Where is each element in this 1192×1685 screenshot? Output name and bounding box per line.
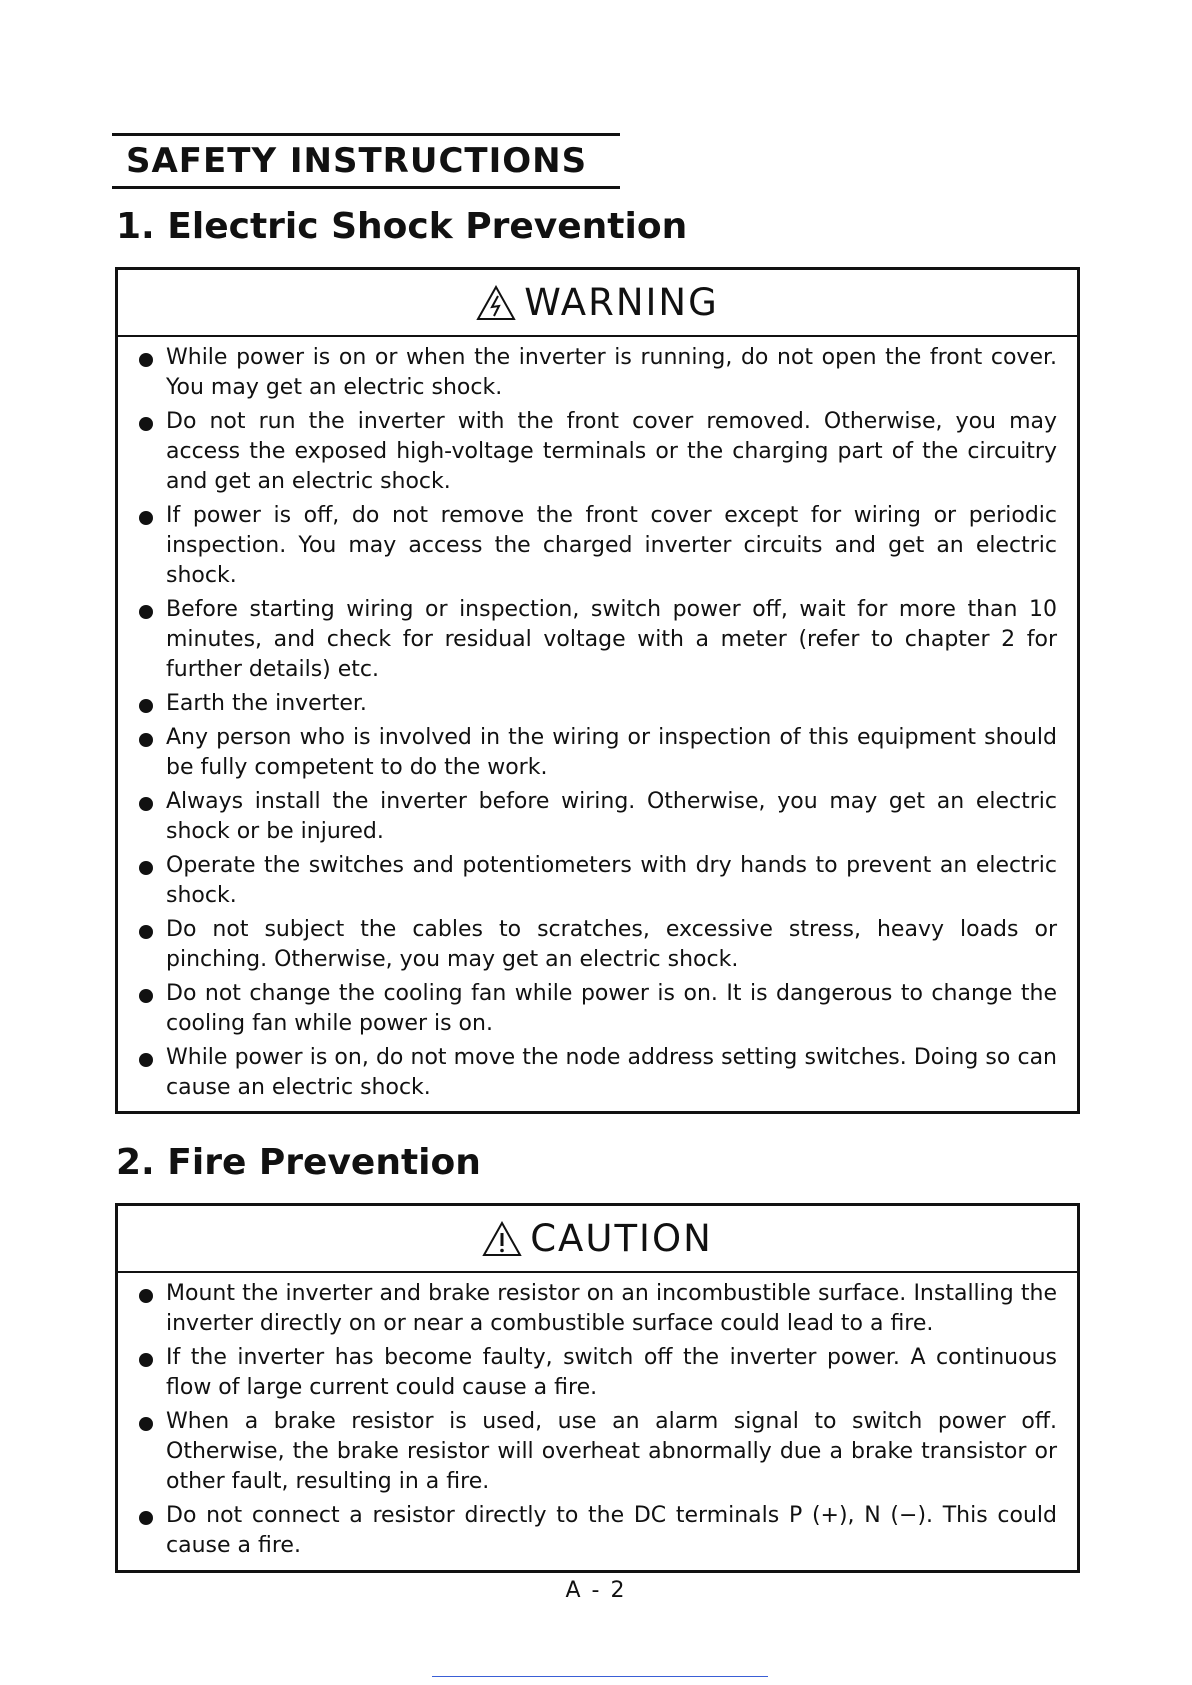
- list-item: While power is on, do not move the node address setting switches. Doing so can cause an electric shock.: [166, 1043, 1057, 1103]
- warning-list: [118, 337, 1077, 1103]
- electric-shock-warning-icon: [476, 285, 516, 321]
- list-item: Operate the switches and potentiometers with dry hands to prevent an electric shock.: [166, 851, 1057, 911]
- warning-box: [115, 267, 1080, 1114]
- list-item: Any person who is involved in the wiring or inspection of this equipment should be fully competent to do the work.: [166, 723, 1057, 783]
- list-item: When a brake resistor is used, use an alarm signal to switch power off. Otherwise, the brake resistor will overheat abnormally due a brake transistor or other fault, resulting in a fire.: [166, 1407, 1057, 1497]
- list-item: Do not connect a resistor directly to the DC terminals P (+), N (−). This could cause a fire.: [166, 1501, 1057, 1561]
- page-heading: SAFETY INSTRUCTIONS: [112, 133, 620, 189]
- caution-list: [118, 1273, 1077, 1561]
- list-item: Do not change the cooling fan while power is on. It is dangerous to change the cooling fan while power is on.: [166, 979, 1057, 1039]
- list-item: Before starting wiring or inspection, switch power off, wait for more than 10 minutes, and check for residual voltage with a meter (refer to chapter 2 for further details) etc.: [166, 595, 1057, 685]
- warning-header: [118, 270, 1077, 337]
- list-item: While power is on or when the inverter is running, do not open the front cover. You may get an electric shock.: [166, 343, 1057, 403]
- list-item: Earth the inverter.: [166, 689, 1057, 719]
- section-title-fire-prevention: 2. Fire Prevention: [116, 1142, 481, 1183]
- list-item: If the inverter has become faulty, switch off the inverter power. A continuous flow of large current could cause a fire.: [166, 1343, 1057, 1403]
- warning-label: WARNING: [524, 281, 719, 324]
- list-item: Mount the inverter and brake resistor on an incombustible surface. Installing the inverter directly on or near a combustible surface could lead to a fire.: [166, 1279, 1057, 1339]
- page-number: A - 2: [565, 1578, 627, 1603]
- caution-header: [118, 1206, 1077, 1273]
- caution-box: [115, 1203, 1080, 1573]
- footer-divider: [432, 1676, 768, 1677]
- list-item: Do not run the inverter with the front cover removed. Otherwise, you may access the exposed high-voltage terminals or the charging part of the circuitry and get an electric shock.: [166, 407, 1057, 497]
- caution-exclamation-icon: [482, 1221, 522, 1257]
- caution-label: CAUTION: [530, 1217, 713, 1260]
- list-item: Do not subject the cables to scratches, excessive stress, heavy loads or pinching. Otherwise, you may get an electric shock.: [166, 915, 1057, 975]
- list-item: Always install the inverter before wiring. Otherwise, you may get an electric shock or be injured.: [166, 787, 1057, 847]
- section-title-electric-shock: 1. Electric Shock Prevention: [116, 206, 688, 247]
- list-item: If power is off, do not remove the front cover except for wiring or periodic inspection. You may access the charged inverter circuits and get an electric shock.: [166, 501, 1057, 591]
